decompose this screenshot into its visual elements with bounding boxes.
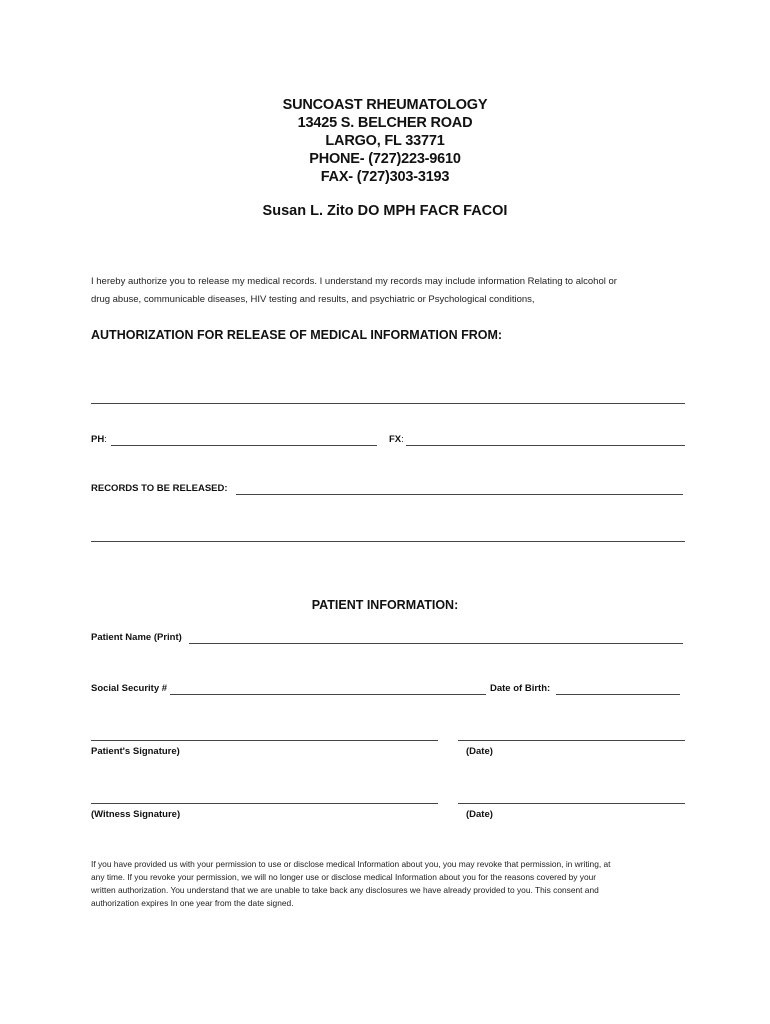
patient-name-label: Patient Name (Print): [91, 632, 182, 643]
practice-phone: PHONE- (727)223-9610: [309, 151, 461, 167]
footer-line-2: any time. If you revoke your permission, we will no longer use or disclose medical Information about you for the reasons covered by your: [91, 872, 597, 882]
witness-signature-field[interactable]: [91, 803, 438, 804]
date-label-2: (Date): [466, 809, 493, 820]
fx-field[interactable]: [406, 445, 685, 446]
patient-signature-label: Patient's Signature): [91, 746, 180, 757]
ph-field[interactable]: [111, 445, 377, 446]
practice-header: [0, 96, 770, 186]
ssn-label: Social Security #: [91, 683, 168, 694]
ph-label: PH:: [91, 434, 107, 445]
authorization-line-2: drug abuse, communicable diseases, HIV testing and results, and psychiatric or Psychological conditions,: [91, 294, 535, 305]
patient-signature-field[interactable]: [91, 740, 438, 741]
footer-line-4: authorization expires In one year from the date signed.: [91, 898, 294, 908]
records-label: RECORDS TO BE RELEASED:: [91, 483, 228, 494]
footer-line-1: If you have provided us with your permission to use or disclose medical Information about you, you may revoke that permission, in writing, at: [91, 859, 611, 869]
witness-signature-label: (Witness Signature): [91, 809, 181, 820]
records-field-continued[interactable]: [91, 541, 685, 542]
ssn-field[interactable]: [170, 694, 486, 695]
patient-info-heading: PATIENT INFORMATION:: [311, 598, 459, 612]
doctor-name: Susan L. Zito DO MPH FACR FACOI: [262, 203, 508, 219]
practice-street: 13425 S. BELCHER ROAD: [297, 115, 473, 131]
date-label-1: (Date): [466, 746, 493, 757]
revocation-notice: [91, 858, 691, 910]
dob-field[interactable]: [556, 694, 680, 695]
practice-fax: FAX- (727)303-3193: [320, 169, 450, 185]
footer-line-3: written authorization. You understand that we are unable to take back any disclosures we have already provided to you. This consent and: [91, 885, 599, 895]
patient-signature-date-field[interactable]: [458, 740, 685, 741]
witness-signature-date-field[interactable]: [458, 803, 685, 804]
practice-city: LARGO, FL 33771: [325, 133, 445, 149]
facility-name-field[interactable]: [91, 403, 685, 404]
release-from-heading: AUTHORIZATION FOR RELEASE OF MEDICAL INFORMATION FROM:: [91, 328, 503, 342]
patient-name-field[interactable]: [189, 643, 683, 644]
dob-label: Date of Birth:: [490, 683, 551, 694]
fx-label: FX:: [389, 434, 404, 445]
records-field[interactable]: [236, 494, 683, 495]
authorization-line-1: I hereby authorize you to release my medical records. I understand my records may include information Relating to alcohol or: [91, 276, 617, 287]
authorization-paragraph: [91, 273, 691, 309]
practice-name: SUNCOAST RHEUMATOLOGY: [282, 97, 488, 113]
